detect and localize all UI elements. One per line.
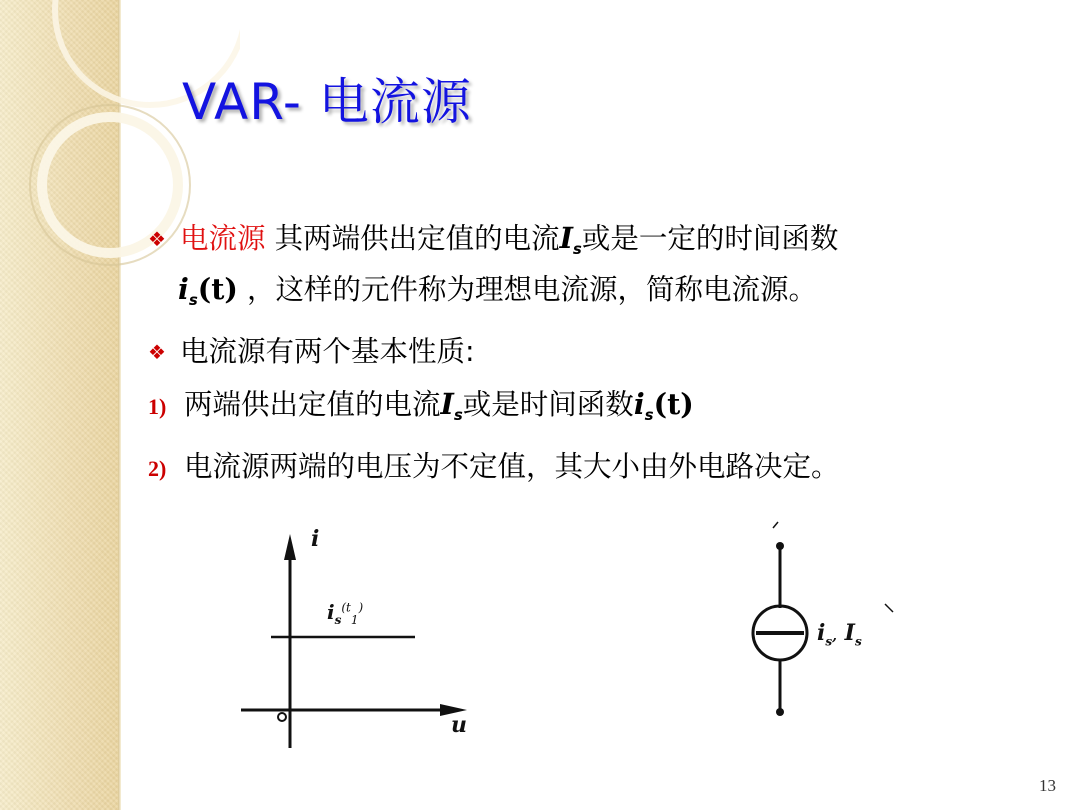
bullet-text: 其两端供出定值的电流 (265, 222, 560, 255)
y-axis-arrow-icon (284, 534, 296, 560)
symbol-paren: (t) (653, 387, 694, 421)
y-axis-label: i (311, 526, 320, 552)
diamond-bullet-icon: ❖ (148, 340, 166, 364)
diamond-bullet-icon: ❖ (148, 227, 166, 251)
property-item-1 (148, 384, 1048, 435)
symbol-I: I (440, 387, 454, 421)
current-source-symbol-figure (735, 520, 915, 730)
bullet-text: 电流源有两个基本性质: (180, 335, 475, 368)
bullet-item-definition (148, 218, 1048, 269)
property-text: 两端供出定值的电流 (184, 388, 441, 421)
property-number: 1) (148, 394, 167, 419)
bullet-text-tail: ，这样的元件称为理想电流源，简称电流源。 (237, 273, 817, 306)
symbol-I: I (559, 221, 573, 255)
slide-content (148, 218, 1048, 489)
bullet-text-tail: 或是一定的时间函数 (581, 222, 839, 255)
symbol-subscript: s (572, 240, 582, 258)
iu-characteristic-figure (235, 520, 485, 755)
symbol-subscript: s (453, 406, 463, 424)
slide-title: VAR- 电流源 (182, 73, 472, 131)
bullet-item-definition-line2 (148, 269, 1048, 320)
highlight-term: 电流源 (180, 222, 266, 255)
iu-graph-lines (235, 520, 485, 755)
symbol-subscript: s (188, 291, 198, 309)
page-number: 13 (1039, 776, 1056, 795)
bullet-item-properties (148, 332, 1048, 372)
symbol-i: i (178, 272, 189, 306)
property-text-mid: 或是时间函数 (462, 388, 634, 421)
symbol-i: i (633, 387, 645, 421)
property-number: 2) (148, 456, 167, 481)
symbol-subscript: s (644, 406, 654, 424)
curve-label: $i_s^{(t}_1^)$ (327, 600, 364, 627)
symbol-paren: (t) (197, 272, 238, 306)
source-label: $i_s$, $I_s$ (817, 620, 862, 649)
x-axis-label: u (451, 712, 467, 738)
property-text: 电流源两端的电压为不定值，其大小由外电路决定。 (184, 450, 840, 483)
property-item-2 (148, 447, 1048, 489)
